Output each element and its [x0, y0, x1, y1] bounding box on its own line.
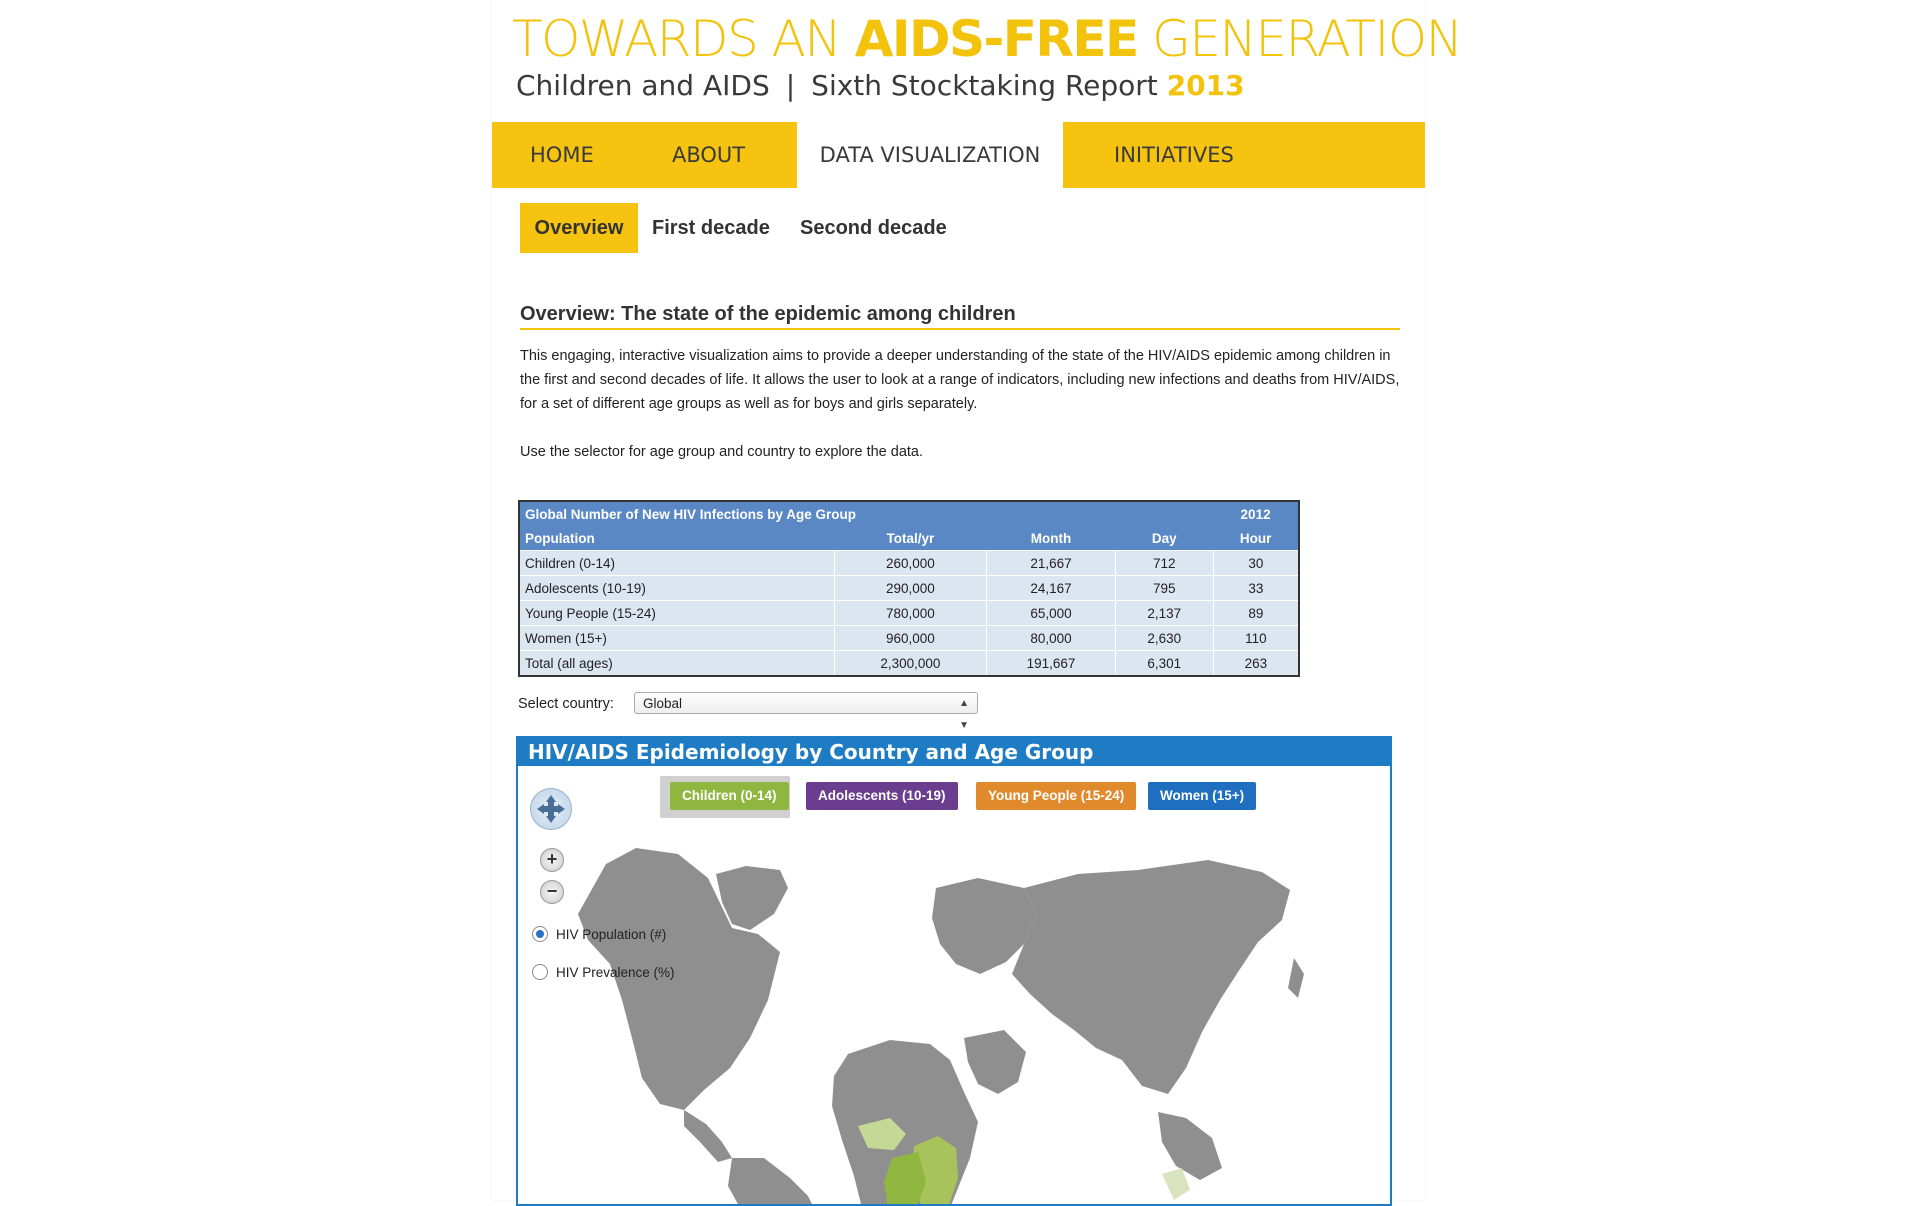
title-part-bold: AIDS-FREE: [854, 10, 1138, 68]
map-region-japan: [1288, 958, 1304, 998]
measure-label-prevalence: HIV Prevalence (%): [556, 965, 675, 980]
instruction-paragraph: Use the selector for age group and country to explore the data.: [520, 444, 924, 460]
age-button-women[interactable]: Women (15+): [1148, 782, 1256, 810]
age-button-children[interactable]: Children (0-14): [670, 782, 789, 810]
table-row: [519, 551, 1299, 576]
table-row: [519, 651, 1299, 677]
new-infections-table: [518, 500, 1300, 677]
table-cell: 80,000: [987, 626, 1116, 651]
map-panel-title: HIV/AIDS Epidemiology by Country and Age Group: [518, 738, 1390, 766]
page-container: [492, 0, 1462, 1200]
table-cell: 30: [1213, 551, 1299, 576]
map-region-southeast-asia: [1158, 1112, 1222, 1180]
map-region-central-america: [684, 1110, 732, 1162]
table-row: [519, 626, 1299, 651]
table-row: [519, 576, 1299, 601]
table-cell: Adolescents (10-19): [519, 576, 834, 601]
table-cell: 795: [1115, 576, 1213, 601]
country-select-value: Global: [643, 696, 683, 711]
age-button-young-people[interactable]: Young People (15-24): [976, 782, 1136, 810]
table-cell: 2,300,000: [834, 651, 987, 677]
table-cell: 263: [1213, 651, 1299, 677]
map-region-south-america: [728, 1158, 814, 1206]
table-cell: Young People (15-24): [519, 601, 834, 626]
table-row: [519, 601, 1299, 626]
map-region-middle-east: [964, 1030, 1026, 1094]
column-header: Day: [1115, 526, 1213, 551]
table-cell: 2,630: [1115, 626, 1213, 651]
table-cell: Total (all ages): [519, 651, 834, 677]
map-region-asia: [1012, 860, 1290, 1094]
age-button-adolescents[interactable]: Adolescents (10-19): [806, 782, 958, 810]
site-title: [512, 8, 1462, 70]
table-cell: 110: [1213, 626, 1299, 651]
radio-unchecked-icon: [532, 964, 548, 980]
column-header: Hour: [1213, 526, 1299, 551]
table-cell: 712: [1115, 551, 1213, 576]
table-cell: 260,000: [834, 551, 987, 576]
table-cell: 21,667: [987, 551, 1116, 576]
table-title-row: [519, 501, 1299, 526]
table-year: 2012: [1213, 501, 1299, 526]
country-select-label: Select country:: [518, 696, 614, 712]
table-cell: 290,000: [834, 576, 987, 601]
subnav-item-second-decade[interactable]: Second decade: [800, 217, 947, 239]
measure-label-population: HIV Population (#): [556, 927, 667, 942]
site-subtitle: [516, 66, 1245, 106]
table-cell: 960,000: [834, 626, 987, 651]
subnav-item-first-decade[interactable]: First decade: [652, 217, 770, 239]
title-part-2: GENERATION: [1137, 10, 1462, 68]
radio-checked-icon: [532, 926, 548, 942]
plus-icon: +: [546, 849, 558, 869]
table-header-row: [519, 526, 1299, 551]
intro-paragraph: This engaging, interactive visualization aims to provide a deeper understanding of the state of the HIV/AIDS epidemic among children in the first and second decades of life. It allows the user to look at a range of indicators, including new infections and deaths from HIV/AIDS, for a set of different age groups as well as for boys and girls separately.: [520, 348, 1400, 412]
table-cell: 780,000: [834, 601, 987, 626]
country-select[interactable]: [634, 692, 978, 731]
column-header: Total/yr: [834, 526, 987, 551]
table-cell: 65,000: [987, 601, 1116, 626]
table-cell: 6,301: [1115, 651, 1213, 677]
measure-option-population[interactable]: [532, 926, 666, 944]
map-highlight-south-pacific: [1162, 1168, 1190, 1200]
nav-item-home[interactable]: HOME: [530, 143, 594, 167]
subtitle-right: Sixth Stocktaking Report: [811, 69, 1167, 102]
select-arrows-icon: ▲ ▼: [959, 698, 969, 731]
measure-option-prevalence[interactable]: [532, 964, 675, 982]
section-title: Overview: The state of the epidemic among children: [520, 300, 1400, 330]
subtitle-separator: |: [785, 69, 796, 102]
table-cell: Women (15+): [519, 626, 834, 651]
nav-item-initiatives[interactable]: INITIATIVES: [1114, 143, 1234, 167]
nav-item-data-visualization[interactable]: DATA VISUALIZATION: [797, 122, 1063, 188]
main-navigation: [492, 122, 1425, 188]
map-panel: [516, 736, 1392, 1206]
table-cell: 24,167: [987, 576, 1116, 601]
subtitle-left: Children and AIDS: [516, 69, 770, 102]
title-part-1: TOWARDS AN: [512, 10, 855, 68]
table-cell: 89: [1213, 601, 1299, 626]
subtitle-year: 2013: [1166, 69, 1245, 102]
nav-item-about[interactable]: ABOUT: [672, 143, 746, 167]
table-cell: 33: [1213, 576, 1299, 601]
table-title: Global Number of New HIV Infections by Age Group: [519, 501, 1213, 526]
table-cell: 191,667: [987, 651, 1116, 677]
table-cell: 2,137: [1115, 601, 1213, 626]
table-cell: Children (0-14): [519, 551, 834, 576]
subnav-item-overview[interactable]: Overview: [520, 203, 638, 253]
column-header: Month: [987, 526, 1116, 551]
minus-icon: −: [546, 881, 558, 901]
column-header: Population: [519, 526, 834, 551]
